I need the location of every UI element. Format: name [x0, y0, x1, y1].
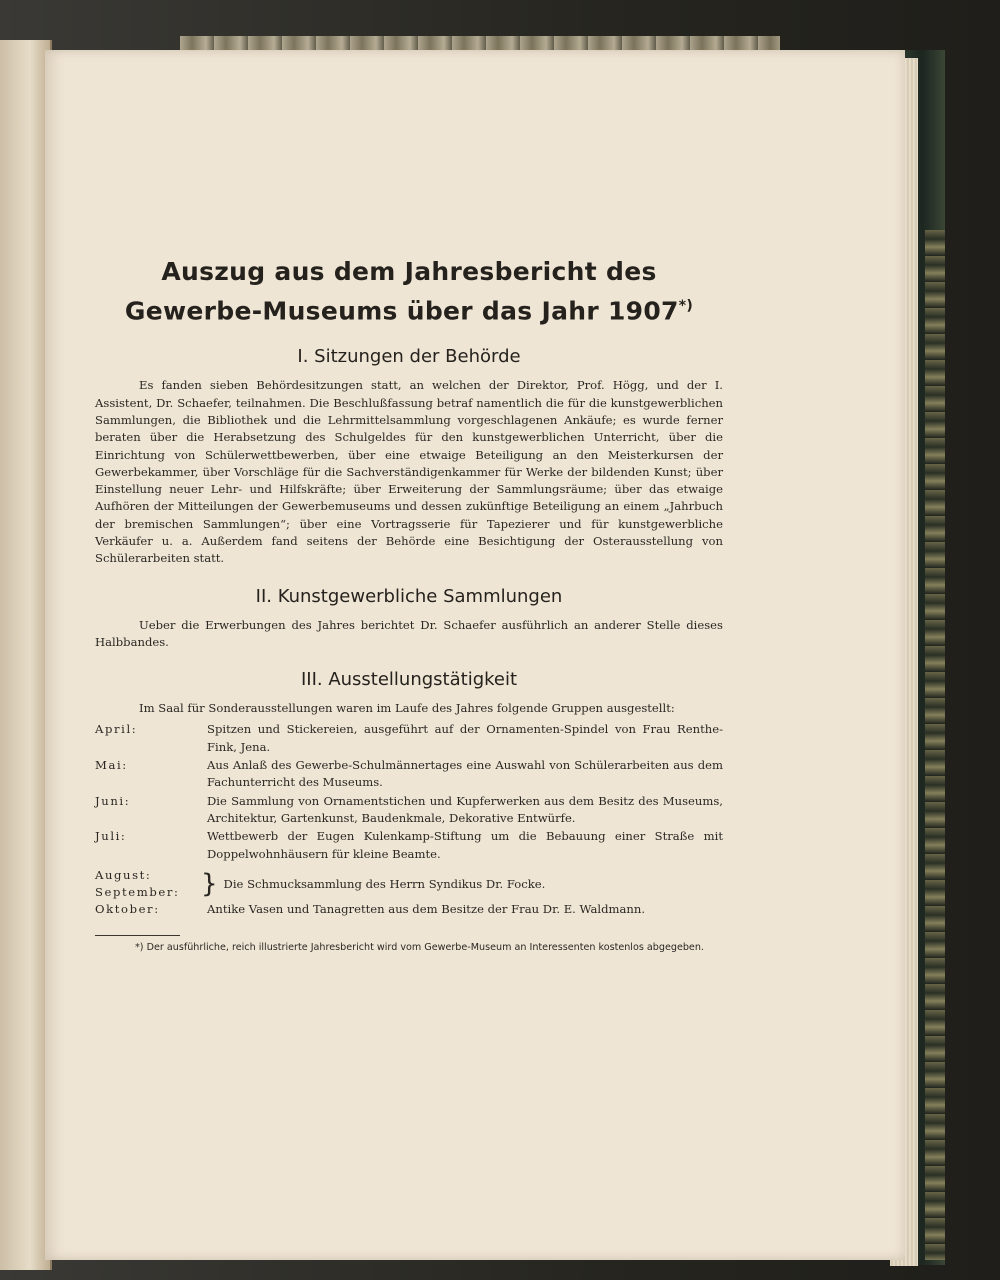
- exhibition-desc: Wettbewerb der Eugen Kulenkamp-Stiftung um die Bebauung einer Straße mit Doppelwohnhäusern für kleine Beamte.: [207, 829, 723, 861]
- document-title: [95, 255, 723, 328]
- exhibition-desc: Aus Anlaß des Gewerbe-Schulmännertages eine Auswahl von Schülerarbeiten aus dem Fachunterricht des Museums.: [207, 758, 723, 790]
- exhibition-group-row: [95, 867, 723, 902]
- page-content: [95, 255, 723, 954]
- exhibition-month: September:: [95, 885, 180, 900]
- section-text-3: Im Saal für Sonderausstellungen waren im Laufe des Jahres folgende Gruppen ausgestellt:: [139, 701, 675, 716]
- section-text-2: Ueber die Erwerbungen des Jahres berichtet Dr. Schaefer ausführlich an anderer Stelle dieses Halbbandes.: [95, 617, 723, 649]
- exhibition-month: August:: [95, 867, 152, 882]
- exhibition-month: Juni:: [95, 793, 131, 808]
- exhibition-row: [95, 901, 723, 918]
- exhibition-month: Oktober:: [95, 902, 160, 917]
- exhibition-group-months: [95, 867, 207, 902]
- exhibition-row: [95, 757, 723, 792]
- exhibition-row: [95, 828, 723, 863]
- title-line-1: Auszug aus dem Jahresbericht des: [161, 257, 657, 286]
- exhibition-desc: Antike Vasen und Tanagretten aus dem Besitze der Frau Dr. E. Waldmann.: [207, 902, 646, 917]
- section-heading-2: II. Kunstgewerbliche Sammlungen: [255, 585, 563, 607]
- exhibition-month: Juli:: [95, 829, 127, 844]
- exhibition-desc: Die Sammlung von Ornamentstichen und Kupferwerken aus dem Besitz des Museums, Architektur, Gartenkunst, Baudenkmale, Dekorative Entwürfe.: [207, 793, 723, 825]
- exhibition-month: Mai:: [95, 758, 128, 773]
- section-heading-1: I. Sitzungen der Behörde: [297, 346, 521, 368]
- exhibition-month: April:: [95, 722, 138, 737]
- brace-icon: }: [201, 869, 218, 900]
- section-text-1: Es fanden sieben Behördesitzungen statt, an welchen der Direktor, Prof. Högg, und der I. Assistent, Dr. Schaefer, teilnahmen. Die Beschlußfassung betraf namentlich die für die kunstgewerblichen Sammlungen, die Bibliothek und die Lehrmittelsammlung vorgeschlagenen Ankäufe; es wurde ferner beraten über die Herabsetzung des Schulgeldes für den kunstgewerblichen Unterricht, über die Einrichtung von Schülerwettbewerben, über eine etwaige Beteiligung an den Meisterkursen der Gewerbekammer, über Vorschläge für die Sachverständigenkammer für Werke der bildenden Kunst; über Einstellung neuer Lehr- und Hilfskräfte; über Erweiterung der Sammlungsräume; über das etwaige Aufhören der Mitteilungen der Gewerbemuseums und dessen zukünftige Beteiligung an einem „Jahrbuch der bremischen Sammlungen“; über eine Vortragsserie für Tapezierer und für kunstgewerbliche Verkäufer u. a. Außerdem fand seitens der Behörde eine Besichtigung der Osterausstellung von Schülerarbeiten statt.: [95, 378, 723, 566]
- binding-strip: [180, 36, 780, 50]
- exhibition-desc: Spitzen und Stickereien, ausgeführt auf der Ornamenten-Spindel von Frau Renthe-Fink, Jena.: [207, 722, 723, 754]
- marbled-cover-edge: [925, 230, 945, 1260]
- exhibition-row: [95, 721, 723, 756]
- exhibition-row: [95, 793, 723, 828]
- title-line-2: Gewerbe-Museums über das Jahr 1907: [124, 296, 679, 326]
- footnote-divider: [95, 935, 180, 936]
- section-heading-3: III. Ausstellungstätigkeit: [300, 669, 518, 691]
- exhibition-schedule: [95, 721, 723, 918]
- footnote: *) Der ausführliche, reich illustrierte Jahresbericht wird vom Gewerbe-Museum an Interessenten kostenlos abgegeben.: [135, 941, 704, 953]
- title-footnote-mark: *): [678, 298, 694, 314]
- exhibition-desc: Die Schmucksammlung des Herrn Syndikus Dr. Focke.: [223, 876, 546, 891]
